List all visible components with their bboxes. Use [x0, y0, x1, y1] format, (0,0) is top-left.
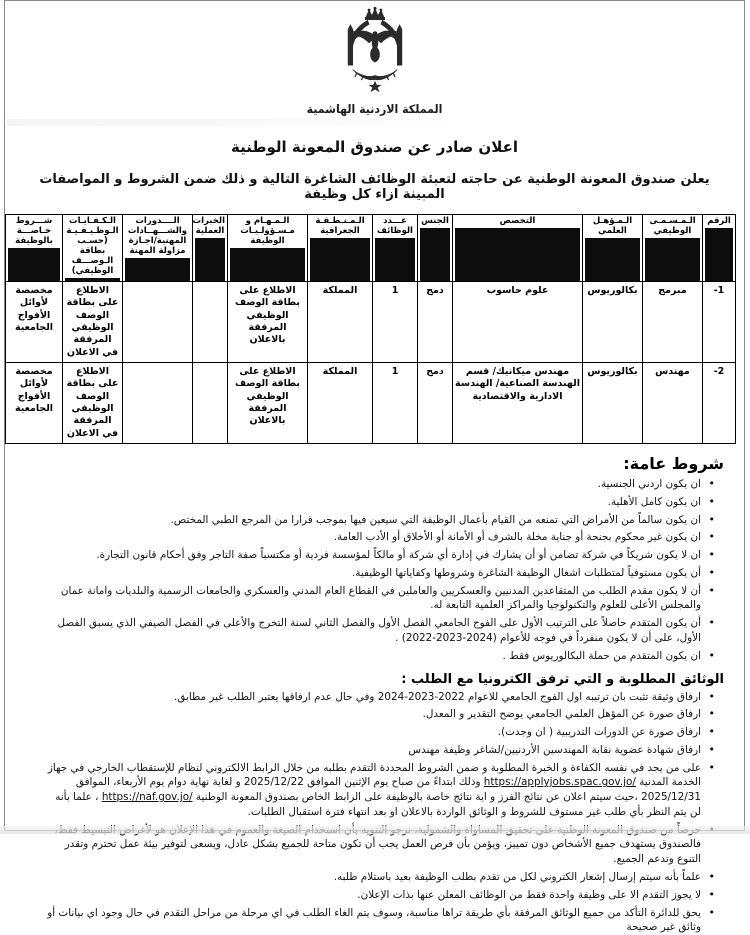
table-header-cell: شـــروط خـاصـــة بالوظيفة: [6, 215, 63, 282]
bullet-item: • أن يكون المتقدم حاصلاً على الترتيب الأول على الفوج الجامعي الفصل الأول والفصل الثاني لسنة التخرج والأعلى في الفصل الصيفي الذي يسبق الفصل الأول، على أن لا يكون منفرداً في فوجه للأعوام (2024-2023-2022) .: [43, 616, 718, 646]
table-cell: علوم حاسوب: [453, 282, 583, 363]
table-cell: المملكة: [308, 282, 373, 363]
bullet-item: • ان يكون اردني الجنسية.: [43, 477, 718, 492]
table-cell: الاطلاع على بطاقة الوصف الوظيفي المرفقة بالاعلان: [228, 282, 308, 363]
header-cell-black-fill: [420, 228, 450, 281]
table-cell: المملكة: [308, 363, 373, 444]
table-cell: [193, 282, 228, 363]
table-header-cell: الـمـسـمـى الوظيفي: [643, 215, 703, 282]
vacancies-table: [5, 214, 736, 444]
bullet-item: • ارفاق وثيقة تثبت بان ترتيبه اول الفوج الجامعي للاعوام 2022-2023-2024 وفي حال عدم ارفاقها يعتبر الطلب غير مطابق.: [43, 690, 718, 705]
scan-artifact: [7, 119, 448, 126]
table-header-cell: الرقم: [703, 215, 736, 282]
table-cell: دمج: [418, 363, 453, 444]
bullet-item: • ان يكون غير محكوم بجنحة أو جناية مخلة بالشرف أو الأمانة أو الأخلاق أو الأدب العامة.: [43, 530, 718, 545]
table-row: [6, 363, 736, 444]
table-header-cell: التخصص: [453, 215, 583, 282]
table-cell: [123, 282, 193, 363]
announcement-subtitle: يعلن صندوق المعونة الوطنية عن حاجته لتعبئة الوظائف الشاغرة التالية و ذلك ضمن الشروط و المواصفات المبينة ازاء كل وظيفة: [5, 172, 744, 202]
page-border: [4, 0, 745, 831]
table-cell: مخصصة لأوائل الأفواج الجامعية: [6, 282, 63, 363]
table-cell: 1-: [703, 282, 736, 363]
table-cell: بكالوريوس: [583, 363, 643, 444]
table-cell: [193, 363, 228, 444]
table-header-cell: الــــدورات والشـــهــادات المهنية/اجـازة مزاولة المهنة: [123, 215, 193, 282]
header-cell-black-fill: [705, 228, 733, 281]
table-cell: 2-: [703, 363, 736, 444]
header-cell-black-fill: [8, 248, 60, 281]
table-cell: مخصصة لأوائل الأفواج الجامعية: [6, 363, 63, 444]
table-cell: 1: [373, 282, 418, 363]
table-header-cell: الجنس: [418, 215, 453, 282]
table-body: [6, 282, 736, 444]
header-cell-black-fill: [125, 258, 190, 281]
scan-artifact: [0, 826, 750, 834]
bullet-item: • ان لا يكون شريكاً في شركة تضامن أو أن يشارك في إدارة أي شركة أو مالكاً لمؤسسة فردية أو مكتسباً صفة التاجر وفق أحكام قانون التجارة.: [43, 548, 718, 563]
table-cell: دمج: [418, 282, 453, 363]
link-text: https://naf.gov.jo/: [102, 791, 193, 803]
general-conditions-section: [5, 454, 744, 935]
bullet-item: • علماً بأنه سيتم إرسال إشعار الكتروني لكل من تقدم بطلب الوظيفة بعيد باستلام طلبه.: [43, 870, 718, 885]
announcement-title: اعلان صادر عن صندوق المعونة الوطنية: [5, 138, 744, 156]
kingdom-name: المملكة الاردنية الهاشمية: [5, 103, 744, 117]
header-cell-black-fill: [310, 238, 370, 281]
bullet-item: • ان يكون كامل الأهلية.: [43, 495, 718, 510]
table-cell: [123, 363, 193, 444]
header-cell-black-fill: [375, 238, 415, 281]
bullet-item: • ارفاق شهادة عضوية نقابة المهندسين الأردنيين/لشاغر وظيفة مهندس: [43, 743, 718, 758]
link-text: https://applyjobs.spac.gov.jo/: [484, 776, 636, 788]
table-header-cell: الـمـؤهـل العلمي: [583, 215, 643, 282]
header-cell-black-fill: [645, 238, 700, 281]
header-cell-black-fill: [455, 228, 580, 281]
table-cell: مهندس: [643, 363, 703, 444]
header-cell-black-fill: [230, 248, 305, 281]
table-header-cell: الـكـفـايـات الـوظـيـفـيـة (حسـب بطاقة الـوصـــف الوظيفي): [63, 215, 123, 282]
table-cell: الاطلاع على بطاقة الوصف الوظيفي المرفقة في الاعلان: [63, 282, 123, 363]
bullet-item: • ارفاق صورة عن المؤهل العلمي الجامعي يوضح التقدير و المعدل.: [43, 707, 718, 722]
table-header-cell: عـــدد الوظائف: [373, 215, 418, 282]
table-header-cell: الـمـنـطـقـة الجغرافية: [308, 215, 373, 282]
header-cell-black-fill: [65, 278, 120, 281]
general-conditions-title: شروط عامة:: [29, 454, 724, 473]
bullet-item: • يحق للدائرة التأكد من جميع الوثائق المرفقة بأي طريقة تراها مناسبة، وسوف يتم الغاء الطلب في اي مرحلة من مراحل التقدم في حال وجود اي بيانات أو وثائق غير صحيحة: [43, 906, 718, 935]
bullet-item: • فالصندوق يستهدف جميع الأشخاص دون تمييز، ويؤمن بأن فرص العمل يجب أن تكون متاحة للجميع بشكل عادل، ويسعى لتوفير بيئة عمل تحترم وتقدر التنوع وتدعم الجميع.: [43, 823, 718, 867]
table-row: [6, 282, 736, 363]
bullet-item: • ارفاق صورة عن الدورات التدريبية ( ان وجدت).: [43, 725, 718, 740]
jordan-coat-of-arms-icon: [330, 7, 420, 95]
table-header-row: [6, 215, 736, 282]
bullet-item: • أن لا يكون مقدم الطلب من المتقاعدين المدنيين والعسكريين والعاملين في القطاع العام المدني والعسكري والجامعات الرسمية والبلديات وامانة عمان والمجلس الأعلى للعلوم والتكنولوجيا والمراكز العلمية التابعة له.: [43, 584, 718, 614]
table-cell: 1: [373, 363, 418, 444]
required-documents-title: الوثائق المطلوبة و التي ترفق الكترونيا مع الطلب :: [29, 672, 724, 687]
table-cell: مهندس ميكانيك/ قسم الهندسة الصناعية/ الهندسة الادارية والاقتصادية: [453, 363, 583, 444]
table-header-cell: الـمـهـام و مـسـؤولـيـات الوظيفة: [228, 215, 308, 282]
header-cell-black-fill: [195, 238, 225, 281]
header-cell-black-fill: [585, 238, 640, 281]
bullet-item: • لا يجوز التقدم الا على وظيفة واحدة فقط من الوظائف المعلن عنها بذات الإعلان.: [43, 888, 718, 903]
required-documents-list: [29, 690, 724, 935]
bullet-item: • ان يكون المتقدم من حملة البكالوريوس فقط .: [43, 649, 718, 664]
bullet-item: • أن يكون مستوفياً لمتطلبات اشغال الوظيفة الشاغرة وشروطها وكفاياتها الوظيفية.: [43, 566, 718, 581]
table-cell: مبرمج: [643, 282, 703, 363]
bullet-item: • على من يجد في نفسه الكفاءة و الخبرة المطلوبة و ضمن الشروط المحددة التقدم بطلبه من خلال الرابط الالكتروني لنظام للإستقطاب الخارجي في جهاز الخدمة المدنية https://applyjobs.spac.gov.jo/ وذلك ابتداءً من صباح يوم الإثنين الموافق 2025/12/22 و لغاية نهاية دوام يوم الأربعاء، الموافق 2025/12/31 ،حيث سيتم اعلان عن نتائج الفرز و اية نتائج خاصة بالوظيفة على الرابط الخاص بصندوق المعونة الوطنية https://naf.gov.jo/ ، علما بأنه لن يتم النظر بأي طلب غير مستوف للشروط و الوثائق الواردة بالاعلان او بعد انتهاء فترة استقبال الطلبات.: [43, 761, 718, 820]
table-cell: الاطلاع على بطاقة الوصف الوظيفي المرفقة بالاعلان: [228, 363, 308, 444]
emblem-area: [5, 1, 744, 116]
table-cell: بكالوريوس: [583, 282, 643, 363]
table-header-cell: الخبرات العملية: [193, 215, 228, 282]
general-conditions-list: [29, 477, 724, 663]
table-cell: الاطلاع على بطاقة الوصف الوظيفي المرفقة في الاعلان: [63, 363, 123, 444]
bullet-item: • ان يكون سالماً من الأمراض التي تمنعه من القيام بأعمال الوظيفة التي سيعين فيها بموجب قرارا من المرجع الطبي المختص.: [43, 513, 718, 528]
